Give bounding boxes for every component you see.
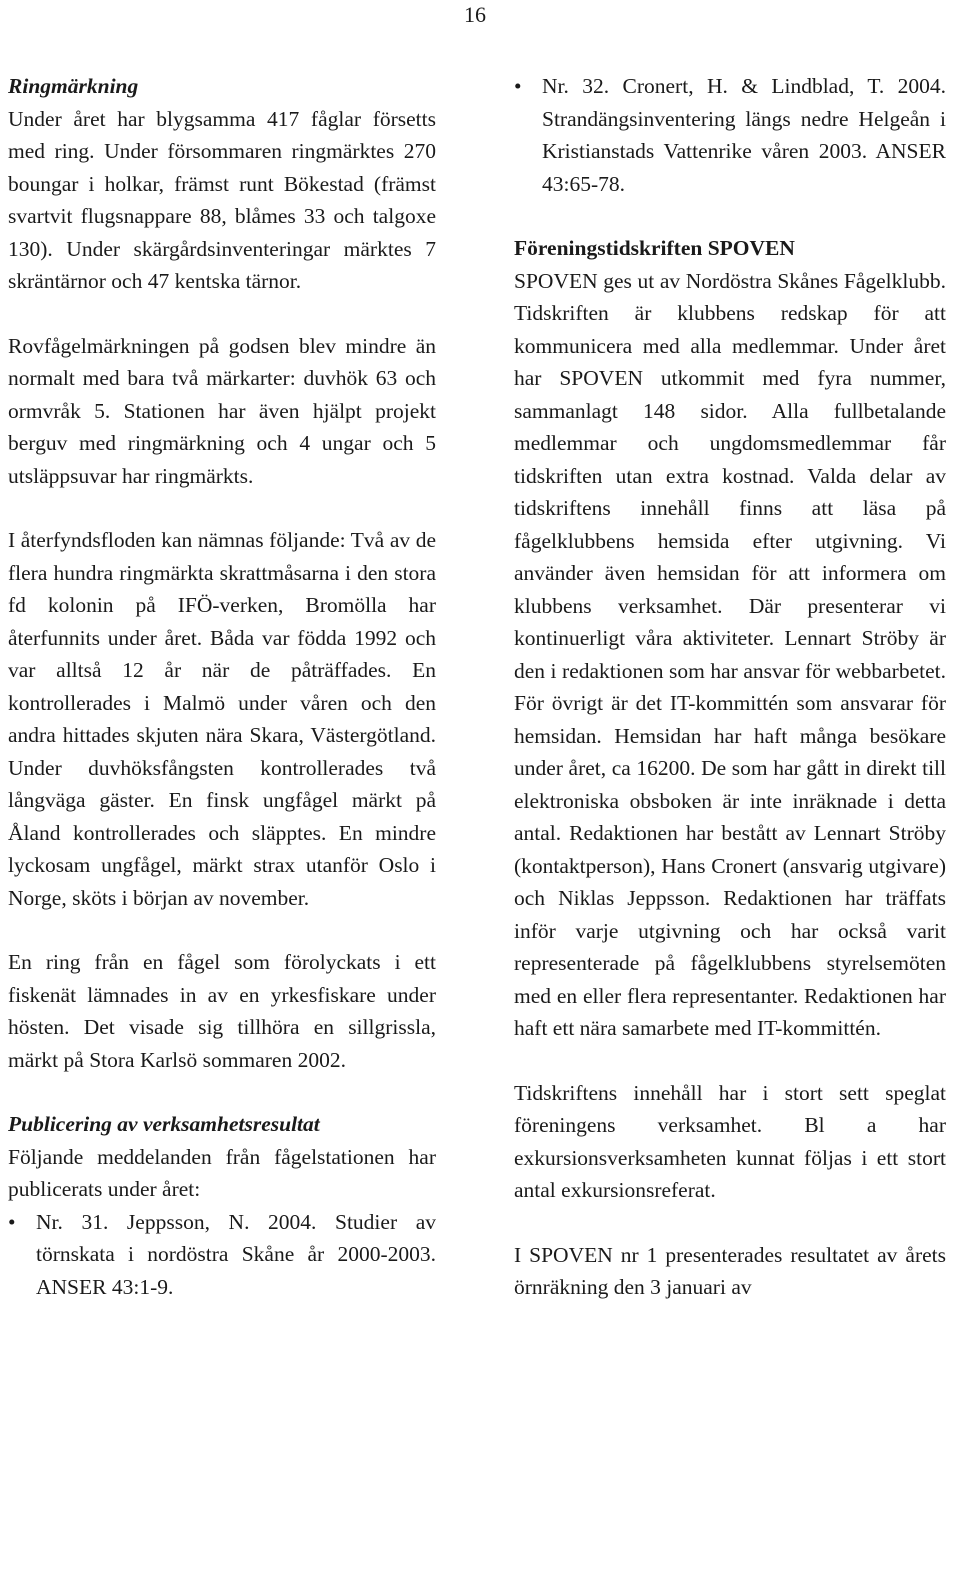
paragraph: I återfyndsfloden kan nämnas följande: Två av de flera hundra ringmärkta skrattmåsarna i den stora fd kolonin på IFÖ-verken, Bromölla har återfunnits under året. Båda var födda 1992 och var alltså 12 år när de påträffades. En kontrollerades i Malmö under våren och den andra hittades skjuten nära Skara, Västergötland. Under duvhöksfångsten kontrollerades två långväga gäster. En finsk ungfågel märkt på Åland kontrollerades och släpptes. En mindre lyckosam ungfågel, märkt strax utanför Oslo i Norge, sköts i början av november. (8, 528, 436, 910)
section-heading-publicering: Publicering av verksamhetsresultat (8, 1112, 320, 1136)
right-column (514, 70, 946, 1304)
paragraph: Följande meddelanden från fågelstationen har publicerats under året: (8, 1144, 436, 1201)
left-column (8, 70, 436, 1303)
list-item: • Nr. 32. Cronert, H. & Lindblad, T. 2004. Strandängsinventering längs nedre Helgeån i Kristianstads Vattenrike våren 2003. ANSER 43:65-78. (514, 70, 946, 200)
paragraph: En ring från en fågel som förolyckats i ett fiskenät lämnades in av en yrkesfiskare under hösten. Det visade sig tillhöra en sillgrissla, märkt på Stora Karlsö sommaren 2002. (8, 950, 436, 1072)
paragraph: SPOVEN ges ut av Nordöstra Skånes Fågelklubb. Tidskriften är klubbens redskap för att kommunicera med alla medlemmar. Under året har SPOVEN utkommit med fyra nummer, sammanlagt 148 sidor. Alla fullbetalande medlemmar och ungdomsmedlemmar får tidskriften utan extra kostnad. Valda delar av tidskriftens innehåll finns att läsa på fågelklubbens hemsida efter utgivning. Vi använder även hemsidan för att informera om klubbens verksamhet. Där presenterar vi kontinuerligt våra aktiviteter. Lennart Ströby är den i redaktionen som har ansvar för webbarbetet. För övrigt är det IT-kommittén som ansvarar för hemsidan. Hemsidan har haft många besökare under året, ca 16200. De som har gått in direkt till elektroniska obsboken är inte inräknade i detta antal. Redaktionen har bestått av Lennart Ströby (kontaktperson), Hans Cronert (ansvarig utgivare) och Niklas Jeppsson. Redaktionen har träffats inför varje utgivning och har också varit representerade på fågelklubbens styrelsemöten med en eller flera representanter. Redaktionen har haft ett nära samarbete med IT-kommittén. (514, 268, 946, 1040)
section-heading-spoven: Föreningstidskriften SPOVEN (514, 236, 795, 260)
paragraph: I SPOVEN nr 1 presenterades resultatet av årets örnräkning den 3 januari av (514, 1242, 946, 1299)
paragraph: Under året har blygsamma 417 fåglar försetts med ring. Under försommaren ringmärktes 270 boungar i holkar, främst runt Bökestad (främst svartvit flugsnappare 88, blåmes 33 och talgoxe 130). Under skärgårdsinventeringar märktes 7 skräntärnor och 47 kentska tärnor. (8, 106, 436, 293)
paragraph: Rovfågelmärkningen på godsen blev mindre än normalt med bara två märkarter: duvhök 63 och ormvråk 5. Stationen har även hjälpt projekt berguv med ringmärkning och 4 ungar och 5 utsläppsuvar har ringmärkts. (8, 333, 436, 488)
paragraph: Tidskriftens innehåll har i stort sett speglat föreningens verksamhet. Bl a har exkursionsverksamheten kunnat följas i ett stort antal exkursionsreferat. (514, 1080, 946, 1202)
section-heading-ringmarkning: Ringmärkning (8, 74, 139, 98)
list-item: • Nr. 31. Jeppsson, N. 2004. Studier av törnskata i nordöstra Skåne år 2000-2003. ANSER 43:1-9. (8, 1206, 436, 1304)
page-number: 16 (464, 2, 486, 27)
